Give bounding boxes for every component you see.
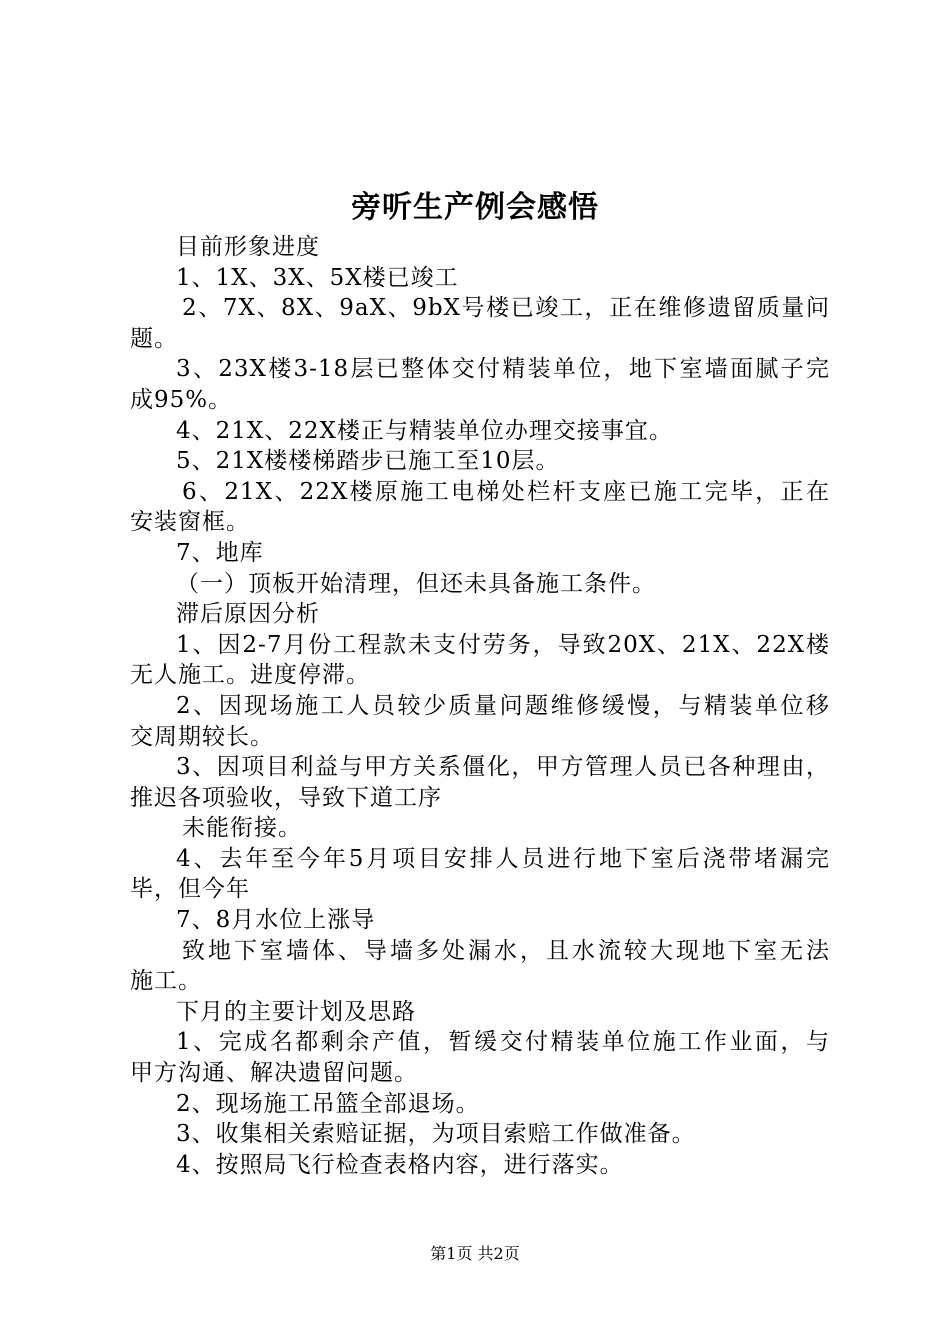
body-line: 毕，但今年	[130, 876, 250, 903]
page-footer: 第1页 共2页	[430, 1244, 520, 1263]
body-line: 安装窗框。	[130, 509, 250, 536]
body-line: 推迟各项验收，导致下道工序	[130, 784, 442, 811]
body-line: 致地下室墙体、导墙多处漏水，且水流较大现地下室无法	[182, 937, 830, 964]
body-line: 2、因现场施工人员较少质量问题维修缓慢，与精装单位移	[176, 692, 830, 719]
body-line: 7、地库	[176, 539, 264, 566]
body-line: 未能衔接。	[182, 815, 302, 842]
body-line: 7、8月水位上涨导	[176, 907, 376, 934]
body-line: 1、完成名都剩余产值，暂缓交付精装单位施工作业面，与	[176, 1029, 830, 1056]
body-line: 4、按照局飞行检查表格内容，进行落实。	[176, 1151, 624, 1178]
body-line: （一）顶板开始清理，但还未具备施工条件。	[176, 570, 656, 597]
body-line: 成95%。	[130, 386, 233, 413]
body-line: 甲方沟通、解决遗留问题。	[130, 1060, 418, 1087]
body-line: 3、23X楼3-18层已整体交付精装单位，地下室墙面腻子完	[176, 356, 830, 383]
body-line: 3、收集相关索赔证据，为项目索赔工作做准备。	[176, 1121, 696, 1148]
body-line: 交周期较长。	[130, 723, 274, 750]
body-line: 2、7X、8X、9aX、9bX号楼已竣工，正在维修遗留质量问	[182, 295, 830, 322]
document-body	[130, 232, 830, 1180]
body-line: 下月的主要计划及思路	[176, 998, 416, 1025]
body-line: 3、因项目利益与甲方关系僵化，甲方管理人员已各种理由，	[176, 754, 830, 781]
body-line: 目前形象进度	[176, 234, 320, 260]
body-line: 4、21X、22X楼正与精装单位办理交接事宜。	[176, 417, 673, 444]
body-line: 施工。	[130, 968, 202, 995]
body-line: 5、21X楼楼梯踏步已施工至10层。	[176, 448, 560, 475]
body-line: 1、因2-7月份工程款未支付劳务，导致20X、21X、22X楼	[176, 631, 830, 658]
body-line: 滞后原因分析	[176, 601, 320, 628]
body-line: 4、去年至今年5月项目安排人员进行地下室后浇带堵漏完	[176, 845, 830, 872]
body-line: 2、现场施工吊篮全部退场。	[176, 1090, 480, 1117]
body-line: 1、1X、3X、5X楼已竣工	[176, 264, 459, 291]
document-title: 旁听生产例会感悟	[351, 190, 599, 225]
body-line: 题。	[130, 325, 178, 352]
body-line: 6、21X、22X楼原施工电梯处栏杆支座已施工完毕，正在	[182, 478, 830, 505]
body-line: 无人施工。进度停滞。	[130, 662, 370, 689]
